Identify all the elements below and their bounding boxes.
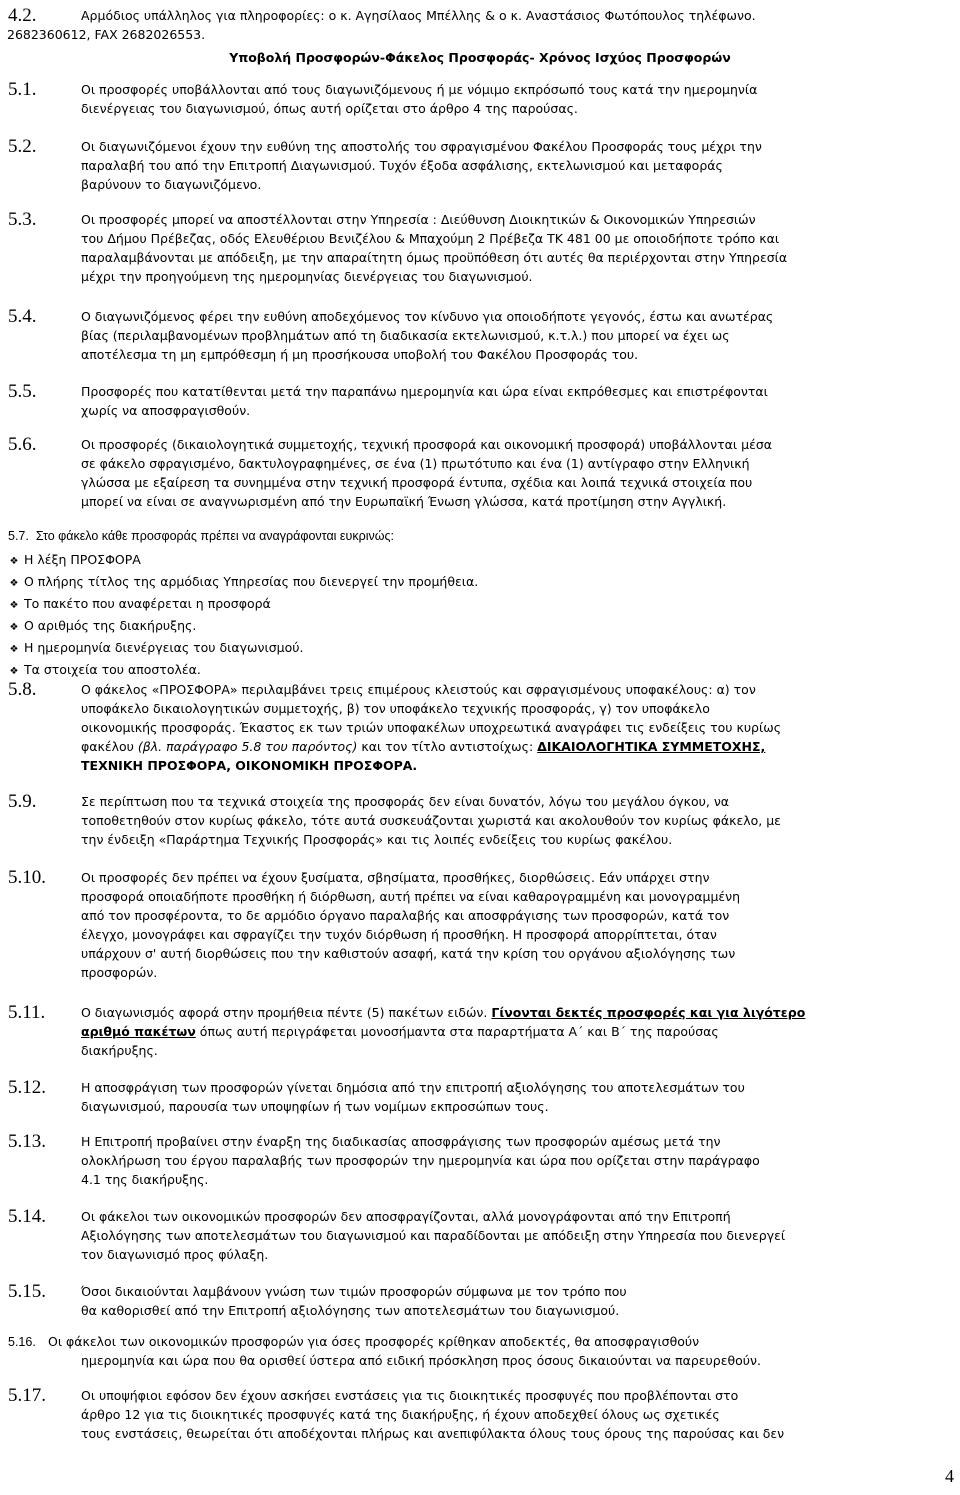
paragraph-number: 5.11. — [8, 1002, 46, 1023]
diamond-bullet-icon: ❖ — [9, 556, 19, 567]
paragraph-text: Ο διαγωνισμός αφορά στην προμήθεια πέντε (5) πακέτων ειδών. Γίνονται δεκτές προσφορές και για λιγότερο αριθμό πακέτων όπως αυτή περιγράφεται μονοσήμαντα στα παραρτήματα Α΄ και Β΄ της παρούσας διακήρυξης. — [81, 1005, 806, 1058]
paragraph-number: 5.4. — [8, 306, 37, 327]
list-item: ❖ Τα στοιχεία του αποστολέα. — [8, 660, 908, 682]
list-item: ❖ Ο αριθμός της διακήρυξης. — [8, 616, 908, 638]
paragraph-text: Οι φάκελοι των οικονομικών προσφορών για όσες προσφορές κρίθηκαν αποδεκτές, θα αποσφραγισθούν ημερομηνία και ώρα που θα ορισθεί ύστερα από ειδική πρόσκληση προς όσους δικαιούνται να παρευρεθούν. — [48, 1334, 761, 1368]
paragraph-number: 5.5. — [8, 381, 37, 402]
paragraph-text: Οι φάκελοι των οικονομικών προσφορών δεν αποσφραγίζονται, αλλά μονογράφονται από την Επιτροπή Αξιολόγησης των αποτελεσμάτων του διαγωνισμού και παραδίδονται με απόδειξη στην Υπηρεσία που διενεργεί τον διαγωνισμό προς φύλαξη. — [81, 1209, 786, 1262]
list-item: ❖ Η λέξη ΠΡΟΣΦΟΡΑ — [8, 550, 908, 572]
paragraph-number: 5.10. — [8, 867, 46, 888]
paragraph-number: 5.3. — [8, 209, 37, 230]
list-item: ❖ Η ημερομηνία διενέργειας του διαγωνισμού. — [8, 638, 908, 660]
paragraph-number: 5.7. Στο φάκελο κάθε προσφοράς πρέπει να αναγράφονται ευκρινώς: — [8, 529, 394, 543]
paragraph-text: Η αποσφράγιση των προσφορών γίνεται δημόσια από την επιτροπή αξιολόγησης του αποτελεσμάτων του διαγωνισμού, παρουσία των υποψηφίων ή των νομίμων εκπροσώπων τους. — [81, 1080, 745, 1114]
diamond-bullet-icon: ❖ — [9, 666, 19, 677]
paragraph-number: 5.12. — [8, 1077, 46, 1098]
paragraph-number: 5.9. — [8, 791, 37, 812]
paragraph-text: Οι προσφορές (δικαιολογητικά συμμετοχής, τεχνική προσφορά και οικονομική προσφορά) υποβάλλονται μέσα σε φάκελο σφραγισμένο, δακτυλογραφημένες, σε ένα (1) πρωτότυπο και ένα (1) αντίγραφο στην Ελληνική γλώσσα με εξαίρεση τα συνημμένα στην τεχνική προσφορά έντυπα, σχέδια και λοιπά τεχνικά στοιχεία που μπορεί να είναι σε αναγνωρισμένη από την Ευρωπαϊκή Ένωση γλώσσα, κατά προτίμηση στην Αγγλική. — [81, 437, 772, 509]
paragraph-number: 5.1. — [8, 79, 37, 100]
paragraph-number: 5.8. — [8, 679, 37, 700]
paragraph-number: 5.13. — [8, 1131, 46, 1152]
page-number: 4 — [945, 1466, 954, 1486]
paragraph-number: 5.15. — [8, 1281, 46, 1302]
section-heading: Υποβολή Προσφορών-Φάκελος Προσφοράς- Χρόνος Ισχύος Προσφορών — [229, 50, 731, 65]
paragraph-text: Αρμόδιος υπάλληλος για πληροφορίες: ο κ. Αγησίλαος Μπέλλης & ο κ. Αναστάσιος Φωτόπουλος τηλέφωνο. 2682360612, FAX 2682026553. — [7, 8, 756, 42]
diamond-bullet-icon: ❖ — [9, 622, 19, 633]
list-item: ❖ Το πακέτο που αναφέρεται η προσφορά — [8, 594, 908, 616]
paragraph-number: 4.2. — [8, 5, 37, 26]
paragraph-text: Οι προσφορές μπορεί να αποστέλλονται στην Υπηρεσία : Διεύθυνση Διοικητικών & Οικονομικών Υπηρεσιών του Δήμου Πρέβεζας, οδός Ελευθέριου Βενιζέλου & Μπαχούμη 2 Πρέβεζα ΤΚ 481 00 με οποιοδήποτε τρόπο και παραλαμβάνονται με απόδειξη, με την απαραίτητη όμως προϋπόθεση ότι αυτές θα περιέρχονται στην Υπηρεσία μέχρι την προηγούμενη της ημερομηνίας διενέργειας του διαγωνισμού. — [81, 212, 788, 284]
paragraph-text: Ο φάκελος «ΠΡΟΣΦΟΡΑ» περιλαμβάνει τρεις επιμέρους κλειστούς και σφραγισμένους υποφακέλους: α) τον υποφάκελο δικαιολογητικών συμμετοχής, β) τον υποφάκελο τεχνικής προσφοράς, γ) τον υποφάκελο οικονομικής προσφοράς. Έκαστος εκ των τριών υποφακέλων υποχρεωτικά αναγράφει τις ενδείξεις του κυρίως φακέλου (βλ. παράγραφο 5.8 του παρόντος) και τον τίτλο αντιστοίχως: ΔΙΚΑΙΟΛΟΓΗΤΙΚΑ ΣΥΜΜΕΤΟΧΗΣ, ΤΕΧΝΙΚΗ ΠΡΟΣΦΟΡΑ, ΟΙΚΟΝΟΜΙΚΗ ΠΡΟΣΦΟΡΑ. — [81, 682, 782, 773]
paragraph-text: Όσοι δικαιούνται λαμβάνουν γνώση των τιμών προσφορών σύμφωνα με τον τρόπο που θα καθορισθεί από την Επιτροπή αξιολόγησης των αποτελεσμάτων του διαγωνισμού. — [81, 1284, 627, 1318]
diamond-bullet-icon: ❖ — [9, 600, 19, 611]
paragraph-text: Στο φάκελο κάθε προσφοράς πρέπει να αναγράφονται ευκρινώς: — [35, 529, 394, 543]
diamond-bullet-icon: ❖ — [9, 578, 19, 589]
paragraph-number: 5.2. — [8, 136, 37, 157]
paragraph-number: 5.17. — [8, 1385, 46, 1406]
paragraph-text: Ο διαγωνιζόμενος φέρει την ευθύνη αποδεχόμενος τον κίνδυνο για οποιοδήποτε γεγονός, έστω και ανωτέρας βίας (περιλαμβανομένων προβλημάτων από τη διαδικασία εκτελωνισμού, κ.τ.λ.) που μπορεί να έχει ως αποτέλεσμα τη μη εμπρόθεσμη ή μη προσήκουσα υποβολή του Φακέλου Προσφοράς του. — [81, 309, 774, 362]
paragraph-text: Οι υποψήφιοι εφόσον δεν έχουν ασκήσει ενστάσεις για τις διοικητικές προσφυγές που προβλέπονται στο άρθρο 12 για τις διοικητικές προσφυγές κατά της διακήρυξης, ή έχουν αποδεχθεί όλους ως σχετικές τους ενστάσεις, θεωρείται ότι αποδέχονται πλήρως και ανεπιφύλακτα όλους τους όρους της παρούσας και δεν — [81, 1388, 785, 1441]
paragraph-text: Προσφορές που κατατίθενται μετά την παραπάνω ημερομηνία και ώρα είναι εκπρόθεσμες και επιστρέφονται χωρίς να αποσφραγισθούν. — [81, 384, 768, 418]
bullet-list — [8, 550, 908, 682]
paragraph-text: Σε περίπτωση που τα τεχνικά στοιχεία της προσφοράς δεν είναι δυνατόν, λόγω του μεγάλου όγκου, να τοποθετηθούν στον κυρίως φάκελο, τότε αυτά συσκευάζονται χωριστά και ακολουθούν τον κυρίως φάκελο, με την ένδειξη «Παράρτημα Τεχνικής Προσφοράς» και τις λοιπές ενδείξεις του κυρίως φακέλου. — [81, 794, 781, 847]
paragraph-number: 5.6. — [8, 434, 37, 455]
list-item: ❖ Ο πλήρης τίτλος της αρμόδιας Υπηρεσίας που διενεργεί την προμήθεια. — [8, 572, 908, 594]
paragraph-text: Η Επιτροπή προβαίνει στην έναρξη της διαδικασίας αποσφράγισης των προσφορών αμέσως μετά την ολοκλήρωση του έργου παραλαβής των προσφορών την ημερομηνία και ώρα που ορίζεται στην παράγραφο 4.1 της διακήρυξης. — [81, 1134, 760, 1187]
paragraph-text: Οι προσφορές δεν πρέπει να έχουν ξυσίματα, σβησίματα, προσθήκες, διορθώσεις. Εάν υπάρχει στην προσφορά οποιαδήποτε προσθήκη ή διόρθωση, αυτή πρέπει να είναι καθαρογραμμένη και μονογραμμένη από τον προσφέροντα, το δε αρμόδιο όργανο παραλαβής και αποσφράγισης των προσφορών, κατά τον έλεγχο, μονογράφει και σφραγίζει την τυχόν διόρθωση ή προσθήκη. Η προσφορά απορρίπτεται, όταν υπάρχουν σ' αυτή διορθώσεις που την καθιστούν ασαφή, κατά την κρίση του οργάνου αξιολόγησης των προσφορών. — [81, 870, 741, 980]
paragraph-number: 5.14. — [8, 1206, 46, 1227]
diamond-bullet-icon: ❖ — [9, 644, 19, 655]
paragraph-text: Οι προσφορές υποβάλλονται από τους διαγωνιζόμενους ή με νόμιμο εκπρόσωπό τους κατά την ημερομηνία διενέργειας του διαγωνισμού, όπως αυτή ορίζεται στο άρθρο 4 της παρούσας. — [81, 82, 758, 116]
paragraph-number: 5.16. — [8, 1335, 36, 1349]
paragraph-text: Οι διαγωνιζόμενοι έχουν την ευθύνη της αποστολής του σφραγισμένου Φακέλου Προσφοράς τους μέχρι την παραλαβή του από την Επιτροπή Διαγωνισμού. Τυχόν έξοδα ασφάλισης, εκτελωνισμού και μεταφοράς βαρύνουν το διαγωνιζόμενο. — [81, 139, 762, 192]
